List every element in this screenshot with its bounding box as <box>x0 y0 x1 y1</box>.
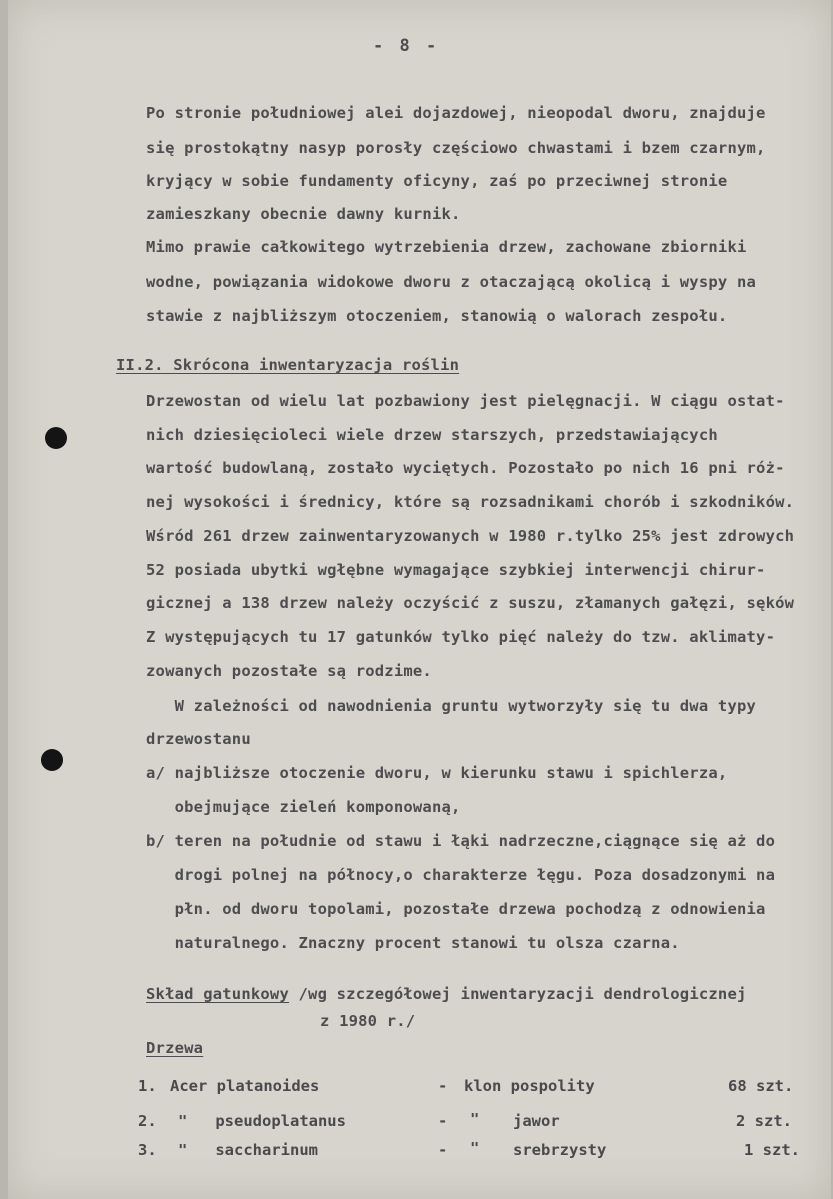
tree-num: 1. <box>138 1077 157 1095</box>
tree-ditto: " <box>470 1110 480 1128</box>
tree-num: 3. <box>138 1141 157 1159</box>
paragraph2-line-2: nich dziesięcioleci wiele drzew starszych, przedstawiających <box>146 426 718 444</box>
species-heading: Skład gatunkowy <box>146 985 289 1003</box>
list-line-1: a/ najbliższe otoczenie dworu, w kierunku stawu i spichlerza, <box>146 764 728 782</box>
section-heading: II.2. Skrócona inwentaryzacja roślin <box>116 356 460 374</box>
paragraph2-line-4: nej wysokości i średnicy, które są rozsadnikami chorób i szkodników. <box>146 493 795 511</box>
paragraph3-line-2: drzewostanu <box>146 730 251 748</box>
tree-dash: - <box>438 1077 448 1095</box>
paragraph2-line-9: zowanych pozostałe są rodzime. <box>146 662 432 680</box>
paragraph1-line-3: kryjący w sobie fundamenty oficyny, zaś po przeciwnej stronie <box>146 172 728 190</box>
paragraph3-line-1: W zależności od nawodnienia gruntu wytworzyły się tu dwa typy <box>146 697 757 715</box>
list-line-2: obejmujące zieleń komponowaną, <box>146 798 461 816</box>
paragraph2-line-8: Z występujących tu 17 gatunków tylko pięć należy do tzw. aklimaty- <box>146 628 776 646</box>
binder-hole-top <box>45 427 67 449</box>
paragraph1-line-4: zamieszkany obecnie dawny kurnik. <box>146 205 461 223</box>
paragraph1-line-2: się prostokątny nasyp porosły częściowo chwastami i bzem czarnym, <box>146 139 766 157</box>
trees-heading: Drzewa <box>146 1039 204 1057</box>
paragraph2-line-6: 52 posiada ubytki wgłębne wymagające szybkiej interwencji chirur- <box>146 561 766 579</box>
species-heading-line <box>146 985 747 1003</box>
binder-hole-bottom <box>41 749 63 771</box>
tree-latin: " pseudoplatanus <box>178 1112 346 1130</box>
tree-dash: - <box>438 1141 448 1159</box>
tree-latin: " saccharinum <box>178 1141 318 1159</box>
paragraph1-line-5: Mimo prawie całkowitego wytrzebienia drzew, zachowane zbiorniki <box>146 238 747 256</box>
paragraph2-line-7: gicznej a 138 drzew należy oczyścić z suszu, złamanych gałęzi, sęków <box>146 594 795 612</box>
tree-dash: - <box>438 1112 448 1130</box>
paragraph2-line-1: Drzewostan od wielu lat pozbawiony jest pielęgnacji. W ciągu ostat- <box>146 392 785 410</box>
tree-count: 1 szt. <box>744 1141 800 1159</box>
list-line-3: b/ teren na południe od stawu i łąki nadrzeczne,ciągnące się aż do <box>146 832 776 850</box>
tree-num: 2. <box>138 1112 157 1130</box>
tree-polish: jawor <box>513 1112 560 1130</box>
tree-polish: klon pospolity <box>464 1077 595 1095</box>
paragraph2-line-3: wartość budowlaną, zostało wyciętych. Pozostało po nich 16 pni róż- <box>146 459 785 477</box>
list-line-6: naturalnego. Znaczny procent stanowi tu olsza czarna. <box>146 934 680 952</box>
tree-ditto: " <box>470 1139 480 1157</box>
list-line-4: drogi polnej na północy,o charakterze łęgu. Poza dosadzonymi na <box>146 866 776 884</box>
tree-count: 68 szt. <box>728 1077 794 1095</box>
paragraph1-line-6: wodne, powiązania widokowe dworu z otaczającą okolicą i wyspy na <box>146 273 757 291</box>
list-line-5: płn. od dworu topolami, pozostałe drzewa pochodzą z odnowienia <box>146 900 766 918</box>
page-number: - 8 - <box>373 36 440 56</box>
tree-latin: Acer platanoides <box>170 1077 320 1095</box>
paragraph1-line-7: stawie z najbliższym otoczeniem, stanowią o walorach zespołu. <box>146 307 728 325</box>
tree-polish: srebrzysty <box>513 1141 607 1159</box>
species-note-1: /wg szczegółowej inwentaryzacji dendrologicznej <box>288 985 747 1003</box>
paragraph2-line-5: Wśród 261 drzew zainwentaryzowanych w 1980 r.tylko 25% jest zdrowych <box>146 527 795 545</box>
paragraph1-line-1: Po stronie południowej alei dojazdowej, nieopodal dworu, znajduje <box>146 104 766 122</box>
document-page <box>8 0 831 1199</box>
tree-count: 2 szt. <box>736 1112 792 1130</box>
species-note-2: z 1980 r./ <box>320 1012 416 1030</box>
